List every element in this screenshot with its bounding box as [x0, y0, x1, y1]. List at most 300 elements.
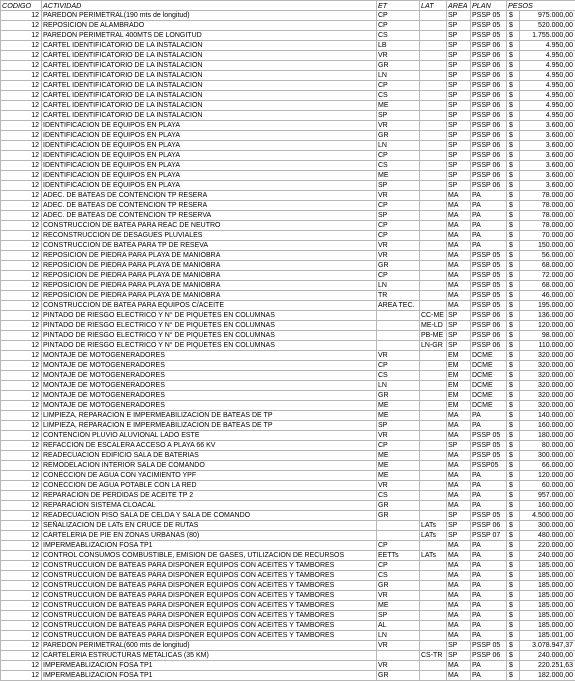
cell-lat: PB-ME	[420, 331, 447, 341]
cell-actividad: PINTADO DE RIESGO ELECTRICO Y N° DE PIQUETES EN COLUMNAS	[42, 311, 377, 321]
table-row	[1, 181, 575, 191]
cell-area: MA	[447, 481, 471, 491]
cell-plan: PA	[471, 671, 507, 681]
cell-et: SP	[377, 181, 420, 191]
cell-plan: PA	[471, 421, 507, 431]
cell-area: MA	[447, 281, 471, 291]
cell-currency: $	[507, 281, 520, 291]
table-row	[1, 111, 575, 121]
cell-plan: PA	[471, 591, 507, 601]
cell-et: SP	[377, 611, 420, 621]
cell-actividad: REMODELACION INTERIOR SALA DE COMANDO	[42, 461, 377, 471]
cell-area: MA	[447, 301, 471, 311]
cell-codigo: 12	[1, 161, 42, 171]
table-row	[1, 581, 575, 591]
cell-codigo: 12	[1, 81, 42, 91]
cell-currency: $	[507, 201, 520, 211]
cell-et	[377, 651, 420, 661]
cell-area: SP	[447, 131, 471, 141]
cell-area: MA	[447, 431, 471, 441]
cell-plan: PSSP 05	[471, 281, 507, 291]
cell-et: ME	[377, 471, 420, 481]
cell-plan: PA	[471, 201, 507, 211]
cell-currency: $	[507, 611, 520, 621]
cell-plan: PSSP 07	[471, 531, 507, 541]
cell-lat	[420, 191, 447, 201]
cell-currency: $	[507, 661, 520, 671]
cell-actividad: RECONSTRUCCION DE DESAGUES PLUVIALES	[42, 231, 377, 241]
cell-plan: PSSP 06	[471, 651, 507, 661]
cell-area: SP	[447, 91, 471, 101]
cell-et: CS	[377, 31, 420, 41]
cell-actividad: CONTENCION PLUVIO ALUVIONAL LADO ESTE	[42, 431, 377, 441]
cell-area: SP	[447, 171, 471, 181]
cell-actividad: READECUACION EDIFICIO SALA DE BATERIAS	[42, 451, 377, 461]
cell-plan: PSSP 06	[471, 121, 507, 131]
cell-actividad: REPOSICION DE PIEDRA PARA PLAYA DE MANIOBRA	[42, 291, 377, 301]
cell-actividad: LIMPIEZA, REPARACION E IMPERMEABILIZACION DE BATEAS DE TP	[42, 421, 377, 431]
cell-et: GR	[377, 131, 420, 141]
cell-codigo: 12	[1, 151, 42, 161]
table-row	[1, 591, 575, 601]
table-row	[1, 101, 575, 111]
cell-currency: $	[507, 441, 520, 451]
cell-currency: $	[507, 181, 520, 191]
cell-et: CP	[377, 151, 420, 161]
cell-lat	[420, 421, 447, 431]
cell-pesos: 185.000,00	[520, 601, 575, 611]
cell-codigo: 12	[1, 21, 42, 31]
cell-pesos: 240.000,00	[520, 651, 575, 661]
cell-area: EM	[447, 401, 471, 411]
header-actividad: ACTIVIDAD	[42, 1, 377, 11]
cell-currency: $	[507, 571, 520, 581]
cell-area: SP	[447, 181, 471, 191]
cell-et: GR	[377, 61, 420, 71]
cell-codigo: 12	[1, 181, 42, 191]
table-row	[1, 241, 575, 251]
cell-pesos: 320.000,00	[520, 381, 575, 391]
cell-lat	[420, 81, 447, 91]
cell-actividad: PAREDON PERIMETRAL(190 mts de longitud)	[42, 11, 377, 21]
cell-codigo: 12	[1, 411, 42, 421]
cell-currency: $	[507, 321, 520, 331]
table-row	[1, 91, 575, 101]
cell-codigo: 12	[1, 331, 42, 341]
cell-codigo: 12	[1, 111, 42, 121]
cell-currency: $	[507, 171, 520, 181]
cell-pesos: 150.000,00	[520, 241, 575, 251]
cell-actividad: IDENTIFICACION DE EQUIPOS EN PLAYA	[42, 121, 377, 131]
cell-pesos: 4.950,00	[520, 81, 575, 91]
table-row	[1, 661, 575, 671]
header-area: AREA	[447, 1, 471, 11]
cell-plan: DCME	[471, 391, 507, 401]
cell-et: CS	[377, 371, 420, 381]
cell-area: MA	[447, 201, 471, 211]
cell-actividad: CONSTRUCCUION DE BATEAS PARA DISPONER EQUIPOS CON ACEITES Y TAMBORES	[42, 621, 377, 631]
cell-currency: $	[507, 451, 520, 461]
cell-pesos: 3.078.947,37	[520, 641, 575, 651]
table-row	[1, 231, 575, 241]
cell-et: SP	[377, 211, 420, 221]
cell-area: MA	[447, 611, 471, 621]
cell-codigo: 12	[1, 271, 42, 281]
table-row	[1, 411, 575, 421]
cell-plan: PA	[471, 571, 507, 581]
cell-area: SP	[447, 341, 471, 351]
cell-et: CP	[377, 221, 420, 231]
cell-et: EETTs	[377, 551, 420, 561]
cell-pesos: 320.000,00	[520, 351, 575, 361]
cell-plan: PSSP 06	[471, 171, 507, 181]
cell-pesos: 185.000,00	[520, 591, 575, 601]
cell-lat: CS-TR	[420, 651, 447, 661]
cell-actividad: REPOSICION DE PIEDRA PARA PLAYA DE MANIOBRA	[42, 251, 377, 261]
cell-currency: $	[507, 591, 520, 601]
cell-area: SP	[447, 651, 471, 661]
cell-pesos: 3.600,00	[520, 151, 575, 161]
cell-currency: $	[507, 411, 520, 421]
cell-area: MA	[447, 591, 471, 601]
cell-pesos: 480.000,00	[520, 531, 575, 541]
cell-pesos: 240.000,00	[520, 551, 575, 561]
cell-currency: $	[507, 421, 520, 431]
cell-plan: PA	[471, 561, 507, 571]
cell-area: MA	[447, 631, 471, 641]
cell-area: EM	[447, 391, 471, 401]
cell-area: SP	[447, 141, 471, 151]
cell-area: MA	[447, 251, 471, 261]
cell-plan: PA	[471, 601, 507, 611]
cell-lat	[420, 31, 447, 41]
cell-pesos: 1.755.000,00	[520, 31, 575, 41]
cell-plan: DCME	[471, 371, 507, 381]
cell-actividad: IMPERMEABLIZACION FOSA TP1	[42, 541, 377, 551]
cell-plan: PSSP 05	[471, 31, 507, 41]
cell-codigo: 12	[1, 481, 42, 491]
cell-lat	[420, 231, 447, 241]
cell-plan: PA	[471, 471, 507, 481]
cell-pesos: 136.000,00	[520, 311, 575, 321]
cell-actividad: CARTEL IDENTIFICATORIO DE LA INSTALACION	[42, 111, 377, 121]
table-row	[1, 651, 575, 661]
cell-et: VR	[377, 51, 420, 61]
cell-codigo: 12	[1, 291, 42, 301]
cell-pesos: 3.600,00	[520, 171, 575, 181]
cell-lat	[420, 271, 447, 281]
table-row	[1, 151, 575, 161]
cell-et	[377, 321, 420, 331]
cell-et: CP	[377, 231, 420, 241]
cell-currency: $	[507, 251, 520, 261]
table-row	[1, 391, 575, 401]
cell-actividad: ADEC. DE BATEAS DE CONTENCION TP RESERA	[42, 201, 377, 211]
table-row	[1, 381, 575, 391]
cell-codigo: 12	[1, 141, 42, 151]
cell-currency: $	[507, 371, 520, 381]
cell-codigo: 12	[1, 121, 42, 131]
cell-pesos: 3.600,00	[520, 161, 575, 171]
cell-pesos: 4.950,00	[520, 71, 575, 81]
table-row	[1, 301, 575, 311]
cell-actividad: CONSTRUCCUION DE BATEAS PARA DISPONER EQUIPOS CON ACEITES Y TAMBORES	[42, 581, 377, 591]
cell-actividad: CONECCION DE AGUA CON YACIMIENTO YPF	[42, 471, 377, 481]
table-row	[1, 471, 575, 481]
cell-currency: $	[507, 71, 520, 81]
cell-lat	[420, 41, 447, 51]
cell-actividad: CONSTRUCCION DE BATEA PARA EQUIPOS C/ACEITE	[42, 301, 377, 311]
cell-currency: $	[507, 581, 520, 591]
cell-lat	[420, 181, 447, 191]
cell-lat	[420, 111, 447, 121]
cell-plan: PA	[471, 551, 507, 561]
cell-area: MA	[447, 661, 471, 671]
table-row	[1, 171, 575, 181]
cell-lat	[420, 301, 447, 311]
cell-et: LN	[377, 631, 420, 641]
cell-et: VR	[377, 431, 420, 441]
table-row	[1, 341, 575, 351]
cell-currency: $	[507, 631, 520, 641]
cell-plan: PSSP 06	[471, 91, 507, 101]
cell-codigo: 12	[1, 581, 42, 591]
table-row	[1, 551, 575, 561]
cell-area: SP	[447, 111, 471, 121]
cell-area: MA	[447, 221, 471, 231]
cell-pesos: 66.000,00	[520, 461, 575, 471]
cell-actividad: MONTAJE DE MOTOGENERADORES	[42, 371, 377, 381]
table-row	[1, 511, 575, 521]
cell-area: SP	[447, 61, 471, 71]
cell-et: VR	[377, 191, 420, 201]
cell-plan: PSSP 06	[471, 521, 507, 531]
table-row	[1, 11, 575, 21]
table-row	[1, 81, 575, 91]
cell-pesos: 185.000,00	[520, 621, 575, 631]
cell-pesos: 182.000,00	[520, 671, 575, 681]
cell-codigo: 12	[1, 471, 42, 481]
header-et: ET	[377, 1, 420, 11]
cell-lat	[420, 131, 447, 141]
cell-lat	[420, 511, 447, 521]
cell-plan: PSSP 06	[471, 41, 507, 51]
cell-pesos: 160.000,00	[520, 421, 575, 431]
table-row	[1, 271, 575, 281]
cell-lat	[420, 61, 447, 71]
table-row	[1, 251, 575, 261]
cell-plan: PA	[471, 481, 507, 491]
cell-pesos: 180.000,00	[520, 431, 575, 441]
cell-currency: $	[507, 101, 520, 111]
cell-plan: PA	[471, 501, 507, 511]
table-row	[1, 461, 575, 471]
cell-plan: PSSP 06	[471, 141, 507, 151]
cell-pesos: 60.000,00	[520, 481, 575, 491]
cell-plan: PSSP 06	[471, 81, 507, 91]
cell-area: MA	[447, 191, 471, 201]
cell-et: CP	[377, 21, 420, 31]
table-row	[1, 541, 575, 551]
cell-actividad: CONSTRUCCUION DE BATEAS PARA DISPONER EQUIPOS CON ACEITES Y TAMBORES	[42, 561, 377, 571]
cell-et: CP	[377, 11, 420, 21]
cell-plan: PSSP 05	[471, 261, 507, 271]
cell-lat	[420, 431, 447, 441]
cell-et: VR	[377, 251, 420, 261]
cell-actividad: CARTEL IDENTIFICATORIO DE LA INSTALACION	[42, 91, 377, 101]
table-row	[1, 631, 575, 641]
cell-lat	[420, 501, 447, 511]
cell-codigo: 12	[1, 311, 42, 321]
cell-codigo: 12	[1, 561, 42, 571]
cell-actividad: IMPERMEABLIZACION FOSA TP1	[42, 661, 377, 671]
cell-currency: $	[507, 431, 520, 441]
cell-lat	[420, 101, 447, 111]
cell-area: EM	[447, 351, 471, 361]
cell-currency: $	[507, 531, 520, 541]
cell-lat	[420, 241, 447, 251]
cell-plan: PA	[471, 231, 507, 241]
cell-actividad: CARTEL IDENTIFICATORIO DE LA INSTALACION	[42, 41, 377, 51]
cell-lat	[420, 411, 447, 421]
cell-area: SP	[447, 41, 471, 51]
cell-lat	[420, 581, 447, 591]
cell-lat	[420, 491, 447, 501]
cell-pesos: 78.000,00	[520, 191, 575, 201]
cell-actividad: CONTROL CONSUMOS COMBUSTIBLE, EMISION DE GASES, UTILIZACION DE RECURSOS	[42, 551, 377, 561]
cell-currency: $	[507, 601, 520, 611]
cell-codigo: 12	[1, 11, 42, 21]
cell-et: AL	[377, 621, 420, 631]
cell-lat	[420, 71, 447, 81]
cell-actividad: REFACCION DE ESCALERA ACCESO A PLAYA 66 KV	[42, 441, 377, 451]
cell-et: VR	[377, 641, 420, 651]
cell-actividad: CARTEL IDENTIFICATORIO DE LA INSTALACION	[42, 101, 377, 111]
cell-area: SP	[447, 521, 471, 531]
cell-actividad: ADEC. DE BATEAS DE CONTENCION TP RESERA	[42, 191, 377, 201]
cell-actividad: MONTAJE DE MOTOGENERADORES	[42, 361, 377, 371]
cell-area: MA	[447, 621, 471, 631]
table-row	[1, 371, 575, 381]
cell-et	[377, 331, 420, 341]
table-row	[1, 571, 575, 581]
cell-plan: PA	[471, 411, 507, 421]
cell-currency: $	[507, 341, 520, 351]
cell-pesos: 140.000,00	[520, 411, 575, 421]
cell-plan: PSSP 05	[471, 271, 507, 281]
cell-actividad: CONSTRUCCION DE BATEA PARA TP DE RESEVA	[42, 241, 377, 251]
cell-plan: PA	[471, 661, 507, 671]
cell-currency: $	[507, 401, 520, 411]
cell-pesos: 78.000,00	[520, 211, 575, 221]
cell-lat	[420, 171, 447, 181]
cell-lat	[420, 401, 447, 411]
cell-area: MA	[447, 291, 471, 301]
cell-pesos: 3.600,00	[520, 131, 575, 141]
cell-et: ME	[377, 461, 420, 471]
cell-plan: PSSP 06	[471, 161, 507, 171]
table-row	[1, 331, 575, 341]
cell-lat	[420, 451, 447, 461]
cell-plan: PSSP 06	[471, 331, 507, 341]
cell-actividad: PAREDON PERIMETRAL 400MTS DE LONGITUD	[42, 31, 377, 41]
cell-pesos: 110.000,00	[520, 341, 575, 351]
cell-pesos: 78.000,00	[520, 201, 575, 211]
cell-plan: PSSP 06	[471, 131, 507, 141]
cell-currency: $	[507, 671, 520, 681]
cell-pesos: 3.600,00	[520, 181, 575, 191]
table-row	[1, 491, 575, 501]
cell-codigo: 12	[1, 41, 42, 51]
cell-plan: PSSP 06	[471, 61, 507, 71]
cell-plan: PSSP 06	[471, 341, 507, 351]
cell-et: ME	[377, 601, 420, 611]
cell-lat	[420, 251, 447, 261]
cell-actividad: CONSTRUCCION DE BATEA PARA REAC DE NEUTRO	[42, 221, 377, 231]
cell-actividad: IDENTIFICACION DE EQUIPOS EN PLAYA	[42, 161, 377, 171]
cell-lat	[420, 541, 447, 551]
table-row	[1, 211, 575, 221]
cell-lat	[420, 471, 447, 481]
table-row	[1, 321, 575, 331]
cell-plan: PSSP 05	[471, 641, 507, 651]
cell-currency: $	[507, 651, 520, 661]
cell-actividad: CONECCION DE AGUA POTABLE CON LA RED	[42, 481, 377, 491]
cell-codigo: 12	[1, 171, 42, 181]
cell-actividad: CARTEL IDENTIFICATORIO DE LA INSTALACION	[42, 61, 377, 71]
cell-pesos: 320.000,00	[520, 391, 575, 401]
cell-currency: $	[507, 161, 520, 171]
table-row	[1, 311, 575, 321]
table-row	[1, 71, 575, 81]
cell-currency: $	[507, 51, 520, 61]
table-row	[1, 441, 575, 451]
cell-actividad: CARTEL IDENTIFICATORIO DE LA INSTALACION	[42, 51, 377, 61]
table-body	[1, 11, 575, 681]
cell-pesos: 120.000,00	[520, 321, 575, 331]
cell-et: GR	[377, 391, 420, 401]
cell-pesos: 72.000,00	[520, 271, 575, 281]
cell-area: MA	[447, 561, 471, 571]
cell-area: SP	[447, 51, 471, 61]
cell-plan: DCME	[471, 361, 507, 371]
cell-plan: PSSP 05	[471, 251, 507, 261]
cell-actividad: IMPERMEABLIZACION FOSA TP1	[42, 671, 377, 681]
cell-lat	[420, 601, 447, 611]
cell-actividad: IDENTIFICACION DE EQUIPOS EN PLAYA	[42, 171, 377, 181]
cell-lat	[420, 51, 447, 61]
cell-pesos: 195.000,00	[520, 301, 575, 311]
cell-actividad: LIMPIEZA, REPARACION E IMPERMEABILIZACION DE BATEAS DE TP	[42, 411, 377, 421]
cell-actividad: CONSTRUCCUION DE BATEAS PARA DISPONER EQUIPOS CON ACEITES Y TAMBORES	[42, 631, 377, 641]
cell-lat: LATs	[420, 551, 447, 561]
cell-lat	[420, 121, 447, 131]
cell-currency: $	[507, 621, 520, 631]
table-row	[1, 141, 575, 151]
cell-codigo: 12	[1, 631, 42, 641]
cell-et: CP	[377, 271, 420, 281]
cell-plan: PSSP 05	[471, 21, 507, 31]
cell-actividad: REPOSICION DE PIEDRA PARA PLAYA DE MANIOBRA	[42, 271, 377, 281]
table-row	[1, 31, 575, 41]
cell-lat: LATs	[420, 521, 447, 531]
cell-area: SP	[447, 11, 471, 21]
cell-et: LN	[377, 141, 420, 151]
cell-plan: PSSP 06	[471, 311, 507, 321]
cell-actividad: CARTEL IDENTIFICATORIO DE LA INSTALACION	[42, 81, 377, 91]
cell-et: SP	[377, 421, 420, 431]
cell-area: MA	[447, 491, 471, 501]
